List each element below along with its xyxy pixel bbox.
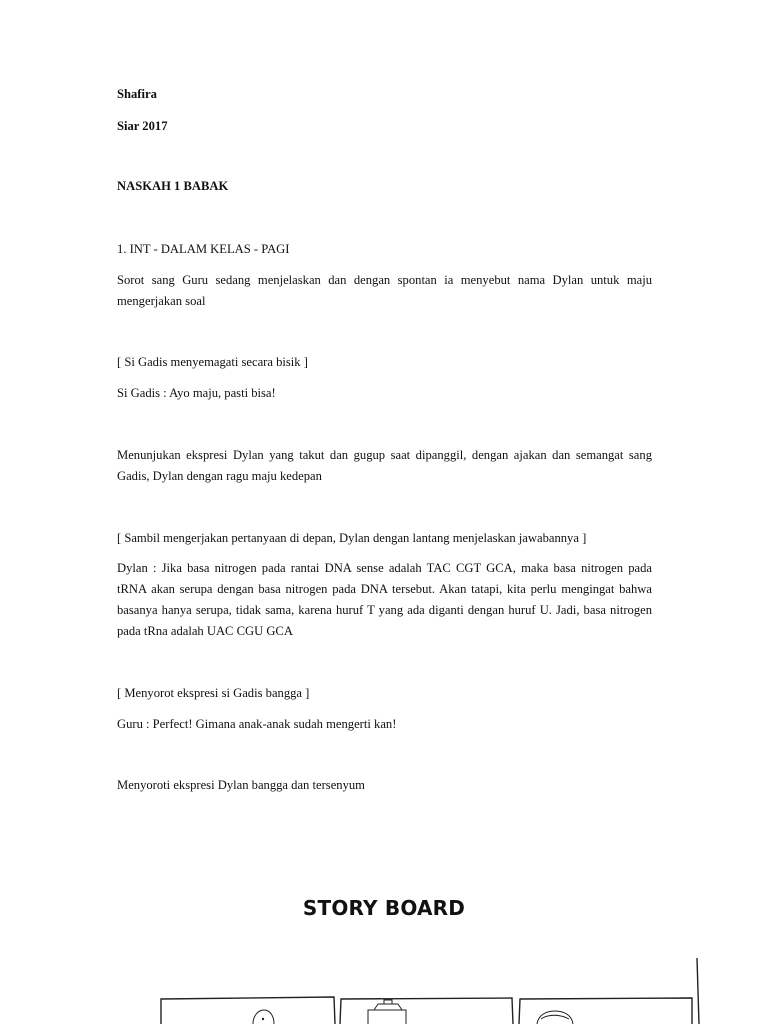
panel-3-figure-head — [537, 1011, 573, 1024]
dialogue-3: Guru : Perfect! Gimana anak-anak sudah mengerti kan! — [117, 717, 397, 731]
scene-heading: 1. INT - DALAM KELAS - PAGI — [117, 242, 290, 256]
panel-1-figure-eye — [262, 1018, 264, 1020]
sketch-border-line — [697, 958, 699, 1024]
action-paragraph-3: Menyoroti ekspresi Dylan bangga dan tersenyum — [117, 778, 365, 792]
direction-1: [ Si Gadis menyemagati secara bisik ] — [117, 355, 308, 369]
action-paragraph-1: Sorot sang Guru sedang menjelaskan dan dengan spontan ia menyebut nama Dylan untuk maju mengerjakan soal — [117, 273, 652, 308]
panel-2-board-top — [374, 1000, 402, 1010]
storyboard-panel-1 — [161, 997, 335, 1024]
script-title: NASKAH 1 BABAK — [117, 179, 229, 193]
direction-3: [ Menyorot ekspresi si Gadis bangga ] — [117, 686, 310, 700]
panel-3-figure-hair — [541, 1015, 569, 1019]
direction-2: [ Sambil mengerjakan pertanyaan di depan, Dylan dengan lantang menjelaskan jawabannya ] — [117, 531, 587, 545]
author-name: Shafira — [117, 87, 157, 101]
storyboard-sketch — [0, 940, 768, 1024]
storyboard-panel-3 — [519, 998, 692, 1024]
event-name: Siar 2017 — [117, 119, 168, 133]
storyboard-title: STORY BOARD — [302, 896, 466, 920]
dialogue-2: Dylan : Jika basa nitrogen pada rantai DNA sense adalah TAC CGT GCA, maka basa nitrogen pada tRNA akan serupa dengan basa nitrogen pada DNA tersebut. Akan tatapi, kita perlu mengingat bahwa basanya hanya serupa, tidak sama, karena huruf T yang ada diganti dengan huruf U. Jadi, basa nitrogen pada tRna adalah UAC CGU GCA — [117, 561, 652, 638]
action-paragraph-2: Menunjukan ekspresi Dylan yang takut dan gugup saat dipanggil, dengan ajakan dan semangat sang Gadis, Dylan dengan ragu maju kedepan — [117, 448, 652, 483]
dialogue-1: Si Gadis : Ayo maju, pasti bisa! — [117, 386, 276, 400]
panel-1-figure — [253, 1010, 274, 1024]
storyboard-panel-2 — [340, 998, 513, 1024]
panel-2-board — [368, 1010, 406, 1024]
